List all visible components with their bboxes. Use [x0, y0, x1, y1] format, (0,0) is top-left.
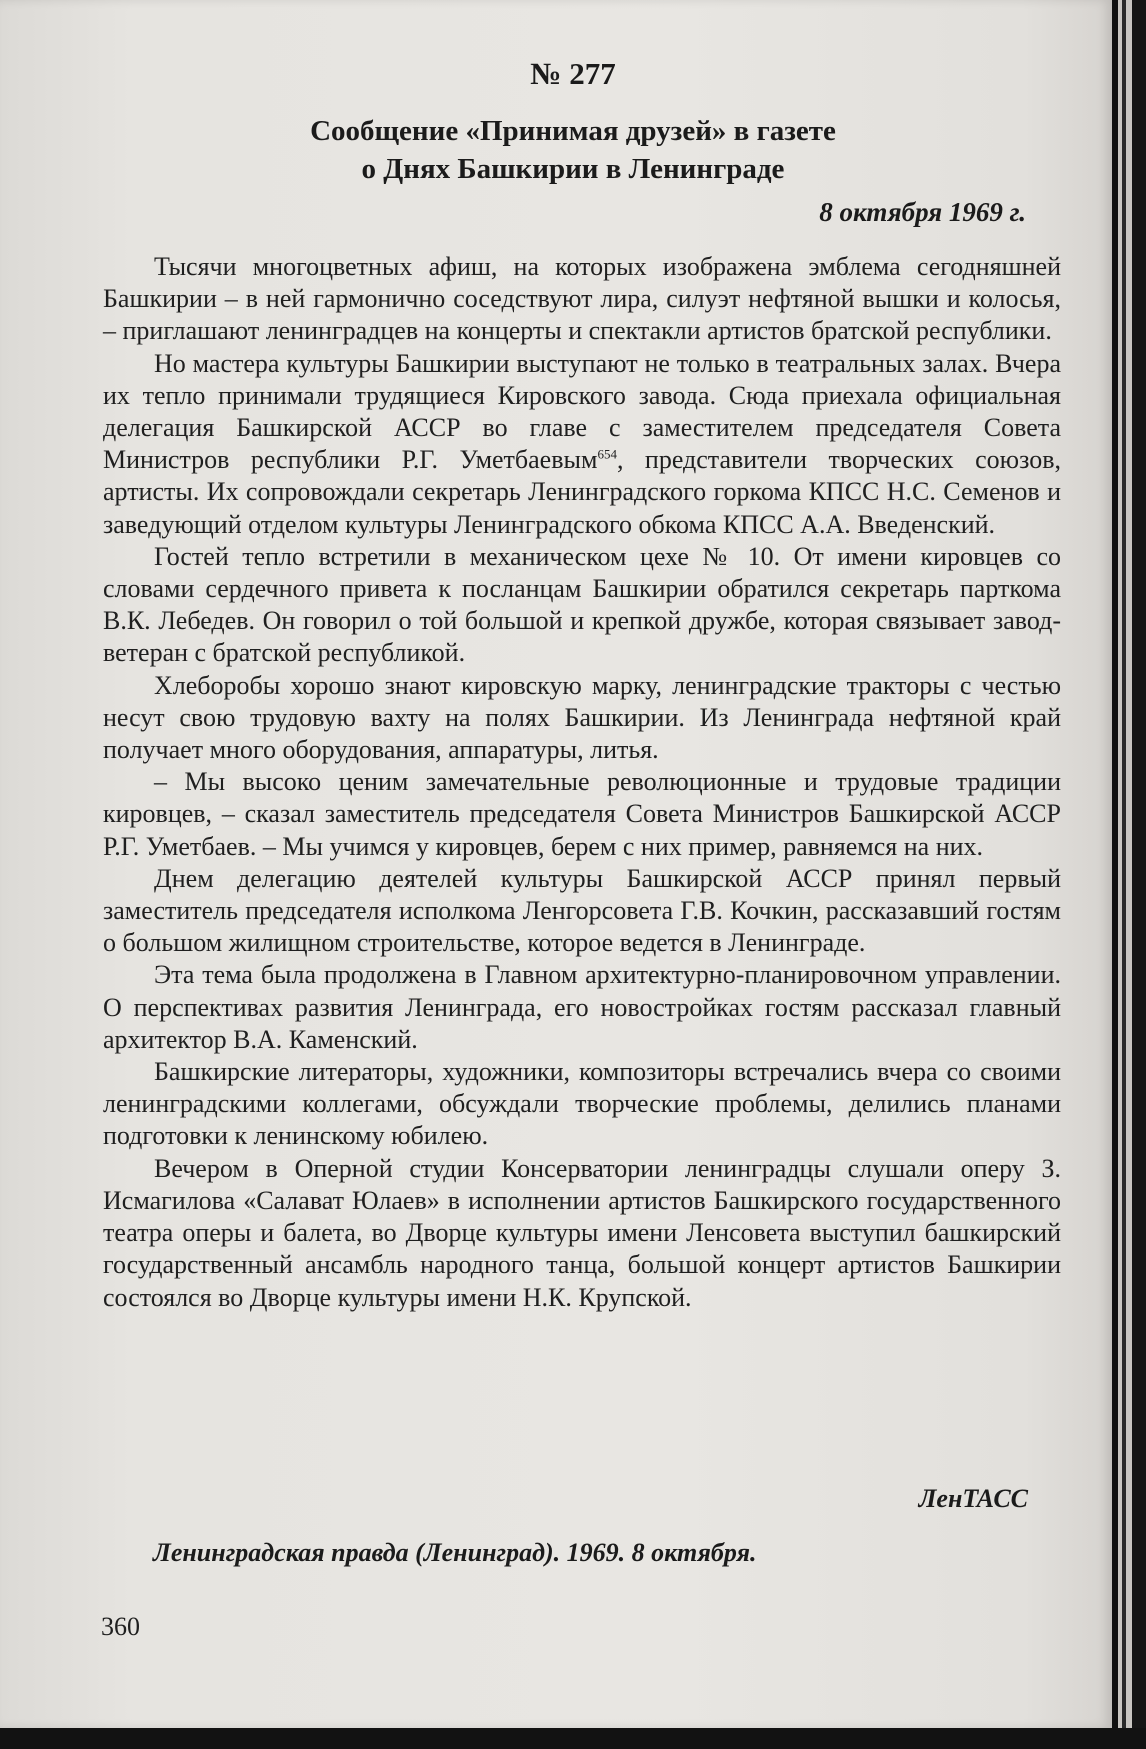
book-spine-edge-outer: [1132, 0, 1146, 1749]
paragraph-8: Башкирские литераторы, художники, композиторы встречались вчера со своими ленинградскими коллегами, обсуждали творческие проблемы, делились планами подготовки к ленинскому юбилею.: [103, 1057, 1061, 1151]
book-spine-edge-inner: [1122, 0, 1126, 1749]
paragraph-2: [103, 348, 1061, 541]
paragraph-3: Гостей тепло встретили в механическом цехе № 10. От имени кировцев со словами сердечного привета к посланцам Башкирии обратился секретарь парткома В.К. Лебедев. Он говорил о той большой и крепкой дружбе, которая связывает завод-ветеран с братской республикой.: [103, 541, 1061, 668]
paragraph-1: Тысячи многоцветных афиш, на которых изображена эмблема сегодняшней Башкирии – в ней гармонично соседствуют лира, силуэт нефтяной вышки и колосья, – приглашают ленинградцев на концерты и спектакли артистов братской республики.: [103, 252, 1061, 346]
title-line-2: о Днях Башкирии в Ленинграде: [361, 153, 785, 185]
paragraph-9: Вечером в Оперной студии Консерватории ленинградцы слушали оперу З. Исмагилова «Салават Юлаев» в исполнении артистов Башкирского государственного театра оперы и балета, во Дворце культуры имени Ленсовета выступил башкирский государственный ансамбль народного танца, большой концерт артистов Башкирии состоялся во Дворце культуры имени Н.К. Крупской.: [103, 1153, 1061, 1312]
paragraph-7: Эта тема была продолжена в Главном архитектурно-планировочном управлении. О перспективах развития Ленинграда, его новостройках гостям рассказал главный архитектор В.А. Каменский.: [103, 960, 1061, 1054]
document-number: № 277: [530, 56, 616, 91]
paragraph-2-text: Но мастера культуры Башкирии выступают не только в театральных залах. Вчера их тепло принимали трудящиеся Кировского завода. Сюда приехала официальная делегация Башкирской АССР во главе с заместителем председателя Совета Министров республики Р.Г. Уметбаевым: [103, 348, 1061, 475]
source-citation: Ленинградская правда (Ленинград). 1969. 8 октября.: [153, 1538, 757, 1567]
document-body: [103, 251, 1061, 1314]
paragraph-6: Днем делегацию деятелей культуры Башкирской АССР принял первый заместитель председателя исполкома Ленгорсовета Г.В. Кочкин, рассказавший гостям о большом жилищном строительстве, которое ведется в Ленинграде.: [103, 863, 1061, 958]
footnote-marker: 654: [597, 446, 617, 462]
paragraph-2-continuation: , представители творческих союзов, артисты. Их сопровождали секретарь Ленинградского горкома КПСС Н.С. Семенов и заведующий отделом культуры Ленинградского обкома КПСС А.А. Введенский.: [103, 445, 1062, 539]
scan-bottom-edge: [0, 1728, 1146, 1749]
page-number: 360: [101, 1612, 140, 1641]
document-date: 8 октября 1969 г.: [819, 197, 1026, 227]
paragraph-5: – Мы высоко ценим замечательные революционные и трудовые традиции кировцев, – сказал заместитель председателя Совета Министров Башкирской АССР Р.Г. Уметбаев. – Мы учимся у кировцев, берем с них пример, равняемся на них.: [103, 767, 1061, 861]
document-title: [0, 112, 1146, 188]
paragraph-4: Хлеборобы хорошо знают кировскую марку, ленинградские тракторы с честью несут свою трудовую вахту на полях Башкирии. Из Ленинграда нефтяной край получает много оборудования, аппаратуры, литья.: [103, 670, 1061, 765]
title-line-1: Сообщение «Принимая друзей» в газете: [310, 115, 836, 147]
signature: ЛенТАСС: [918, 1484, 1028, 1513]
book-spine-edge: [1112, 0, 1118, 1749]
